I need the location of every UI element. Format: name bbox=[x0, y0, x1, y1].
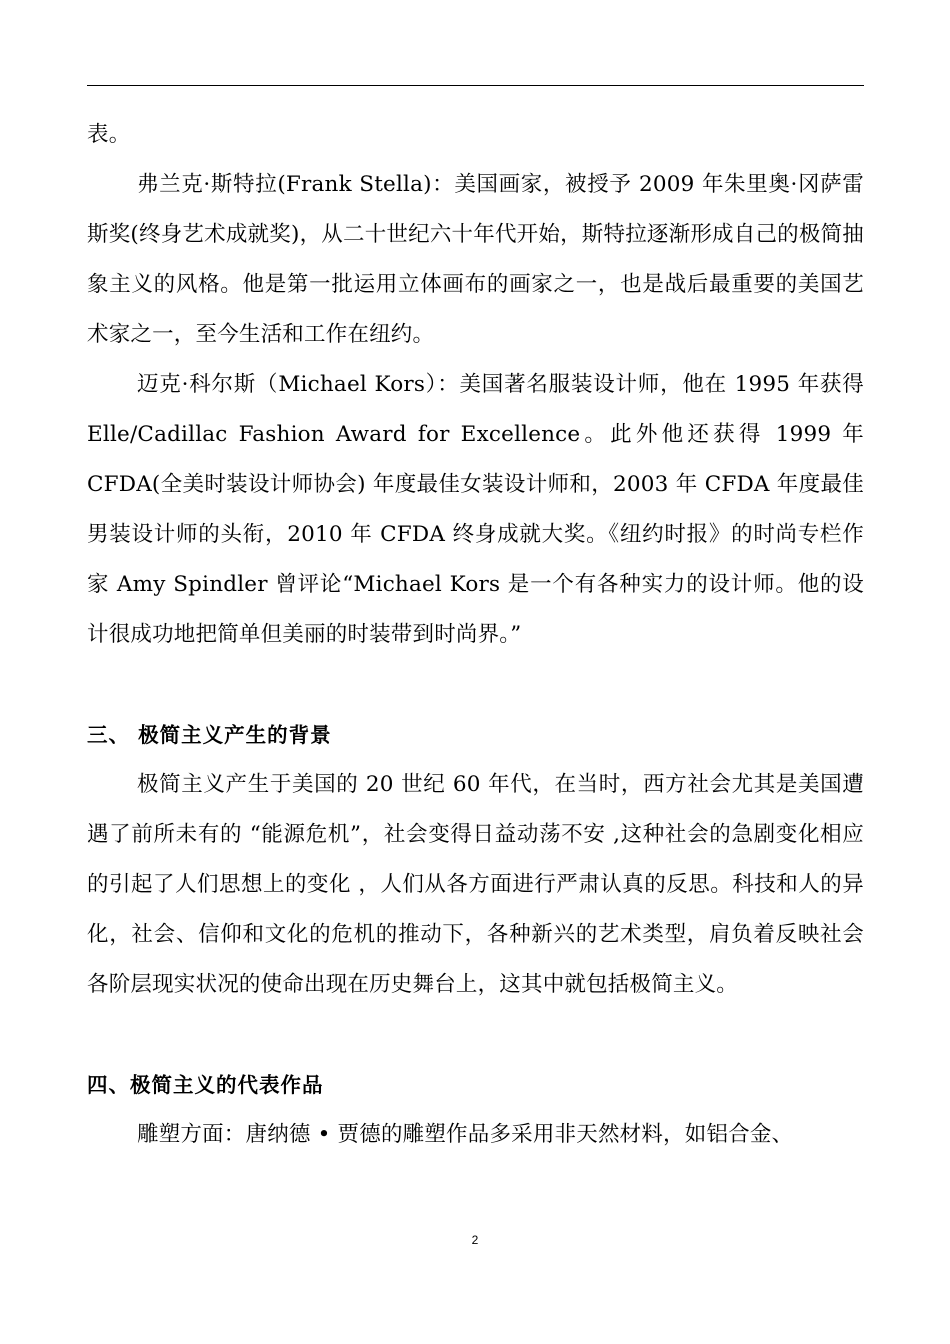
paragraph-sculpture: 雕塑方面：唐纳德 • 贾德的雕塑作品多采用非天然材料，如铝合金、 bbox=[137, 1122, 794, 1147]
paragraph-continuation: 表。 bbox=[87, 122, 131, 147]
section-heading-works: 四、极简主义的代表作品 bbox=[87, 1073, 324, 1097]
paragraph-michael-kors: 迈克·科尔斯（Michael Kors）：美国著名服装设计师，他在 1995 年获得 Elle/Cadillac Fashion Award for Excellence。此外他还获得 1999 年 CFDA(全美时装设计师协会) 年度最佳女装设计师和，2003 年 CFDA 年度最佳男装设计师的头衔，2010 年 CFDA 终身成就大奖。《纽约时报》的时尚专栏作家 Amy Spindler 曾评论“Michael Kors 是一个有各种实力的设计师。他的设计很成功地把简单但美丽的时装带到时尚界。” bbox=[87, 372, 864, 647]
page-number: 2 bbox=[471, 1233, 479, 1247]
section-spacer bbox=[87, 660, 864, 710]
section-heading-background: 三、 极简主义产生的背景 bbox=[87, 723, 332, 747]
header-rule bbox=[87, 85, 864, 86]
document-body bbox=[87, 110, 864, 1160]
paragraph-frank-stella: 弗兰克·斯特拉(Frank Stella)：美国画家，被授予 2009 年朱里奥·冈萨雷斯奖(终身艺术成就奖)，从二十世纪六十年代开始，斯特拉逐渐形成自己的极简抽象主义的风格。他是第一批运用立体画布的画家之一，也是战后最重要的美国艺术家之一，至今生活和工作在纽约。 bbox=[87, 172, 864, 347]
section-spacer bbox=[87, 1010, 864, 1060]
paragraph-background: 极简主义产生于美国的 20 世纪 60 年代，在当时，西方社会尤其是美国遭遇了前所未有的 “能源危机”，社会变得日益动荡不安 ,这种社会的急剧变化相应的引起了人们思想上的变化 ，人们从各方面进行严肃认真的反思。科技和人的异化，社会、信仰和文化的危机的推动下，各种新兴的艺术类型，肩负着反映社会各阶层现实状况的使命出现在历史舞台上，这其中就包括极简主义。 bbox=[87, 772, 864, 997]
